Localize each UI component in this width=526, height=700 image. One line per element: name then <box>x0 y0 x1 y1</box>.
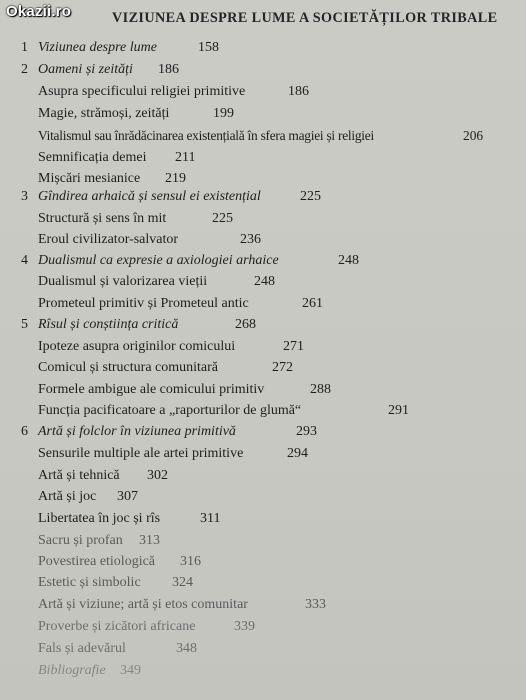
toc-entry-number: 5 <box>21 317 28 332</box>
toc-entry-page: 225 <box>300 189 321 204</box>
toc-entry-title: Formele ambigue ale comicului primitiv <box>38 382 265 397</box>
toc-entry-title: Asupra specificului religiei primitive <box>38 84 246 99</box>
toc-entry-page: 261 <box>302 296 323 311</box>
toc-entry-title: Ipoteze asupra originilor comicului <box>38 339 236 354</box>
toc-entry-title: Sensurile multiple ale artei primitive <box>38 446 244 461</box>
toc-entry-page: 307 <box>117 489 138 504</box>
toc-entry-page: 291 <box>388 403 409 418</box>
toc-entry-title: Magie, strămoși, zeități <box>38 106 170 121</box>
toc-entry-page: 272 <box>272 360 293 375</box>
toc-entry-title: Vitalismul sau înrădăcinarea existențială în sfera magiei și religiei <box>38 128 374 143</box>
toc-entry-page: 186 <box>158 62 179 77</box>
toc-entry-page: 294 <box>287 446 308 461</box>
toc-entry-page: 268 <box>235 317 256 332</box>
toc-entry-page: 186 <box>288 84 309 99</box>
toc-entry-page: 211 <box>175 150 196 165</box>
toc-entry-page: 316 <box>180 554 201 569</box>
watermark-logo: Okazii.ro <box>6 3 72 20</box>
toc-entry-title: Semnificația demei <box>38 150 147 165</box>
toc-entry-title: Fals și adevărul <box>38 641 126 656</box>
toc-entry-title: Viziunea despre lume <box>38 40 157 55</box>
toc-entry-page: 324 <box>172 575 193 590</box>
toc-entry-page: 248 <box>338 253 359 268</box>
toc-entry-title: Oameni și zeități <box>38 62 133 77</box>
toc-entry-page: 339 <box>234 619 255 634</box>
toc-entry-page: 302 <box>147 468 168 483</box>
toc-entry-title: Artă și viziune; artă și etos comunitar <box>38 597 248 612</box>
toc-entry-title: Artă și joc <box>38 489 97 504</box>
page-heading: VIZIUNEA DESPRE LUME A SOCIETĂȚILOR TRIBALE <box>112 10 498 26</box>
toc-entry-title: Sacru și profan <box>38 533 123 548</box>
toc-entry-title: Artă și tehnică <box>38 468 120 483</box>
toc-entry-title: Artă și folclor în viziunea primitivă <box>38 424 236 439</box>
toc-entry-page: 199 <box>213 106 234 121</box>
toc-entry-page: 349 <box>120 663 141 678</box>
toc-entry-title: Prometeul primitiv și Prometeul antic <box>38 296 249 311</box>
toc-entry-title: Funcția pacificatoare a „raporturilor de glumă“ <box>38 403 302 418</box>
toc-entry-page: 333 <box>305 597 326 612</box>
toc-entry-title: Gîndirea arhaică și sensul ei existențial <box>38 189 261 204</box>
toc-entry-page: 236 <box>240 232 261 247</box>
toc-entry-page: 158 <box>198 40 219 55</box>
toc-entry-title: Eroul civilizator-salvator <box>38 232 179 247</box>
toc-entry-page: 206 <box>463 128 484 143</box>
toc-entry-title: Proverbe și zicători africane <box>38 619 196 634</box>
toc-entry-page: 293 <box>296 424 317 439</box>
toc-entry-number: 4 <box>21 253 28 268</box>
toc-entry-number: 3 <box>21 189 28 204</box>
toc-entry-title: Structură și sens în mit <box>38 211 167 226</box>
toc-entry-page: 288 <box>310 382 331 397</box>
toc-entry-title: Povestirea etiologică <box>38 554 156 569</box>
toc-entry-title: Bibliografie <box>38 663 106 678</box>
toc-entry-page: 271 <box>283 339 304 354</box>
toc-entry-title: Estetic și simbolic <box>38 575 141 590</box>
toc-entry-page: 313 <box>139 533 160 548</box>
toc-entry-page: 348 <box>176 641 197 656</box>
toc-entry-number: 6 <box>21 424 28 439</box>
toc-entry-title: Rîsul și conștiința critică <box>38 317 179 332</box>
toc-entry-page: 219 <box>165 171 186 186</box>
toc-entry-number: 2 <box>21 62 28 77</box>
toc-entry-number: 1 <box>21 40 28 55</box>
toc-entry-page: 225 <box>212 211 233 226</box>
toc-entry-title: Dualismul și valorizarea vieții <box>38 274 208 289</box>
toc-entry-title: Dualismul ca expresie a axiologiei arhaice <box>38 253 279 268</box>
toc-entry-page: 248 <box>254 274 275 289</box>
toc-entry-title: Comicul și structura comunitară <box>38 360 219 375</box>
toc-entry-title: Mișcări mesianice <box>38 171 141 186</box>
toc-entry-page: 311 <box>200 511 221 526</box>
toc-entry-title: Libertatea în joc și rîs <box>38 511 161 526</box>
